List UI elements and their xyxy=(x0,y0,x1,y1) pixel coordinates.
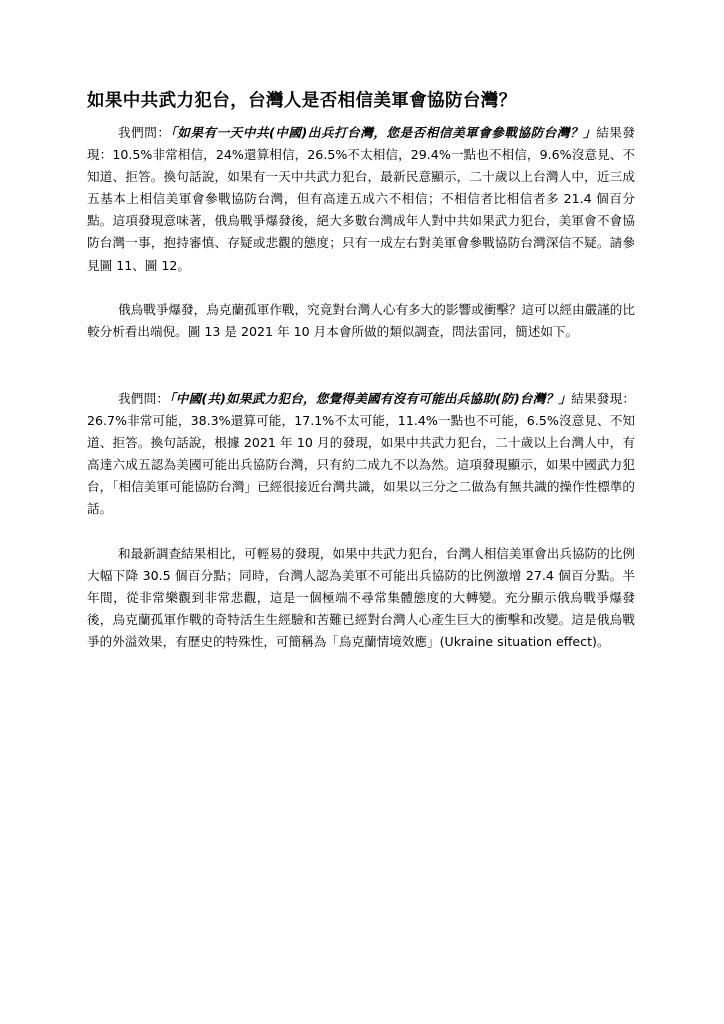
paragraph-first-survey xyxy=(87,122,635,277)
paragraph-body: 結果發現：26.7%非常可能，38.3%還算可能，17.1%不太可能，11.4%一點也不可能，6.5%沒意見、不知道、拒答。換句話說，根據 2021 年 10 月的發現，如果中共武力犯台，二十歲以上台灣人中，有高達六成五認為美國可能出兵協防台灣，只有約二成九不以為然。這項發現顯示，如果中國武力犯台，「相信美軍可能協防台灣」已經很接近台灣共識，如果以三分之二做為有無共識的操作性標準的話。 xyxy=(87,391,636,517)
paragraph-second-survey xyxy=(87,388,635,521)
paragraph-comparison-intro xyxy=(87,299,635,343)
survey-question: 「中國(共)如果武力犯台，您覺得美國有沒有可能出兵協助(防)台灣？」 xyxy=(169,391,572,406)
paragraph-body: 和最新調查結果相比，可輕易的發現，如果中共武力犯台，台灣人相信美軍會出兵協防的比例大幅下降 30.5 個百分點；同時，台灣人認為美軍不可能出兵協防的比例激增 27.4 個百分點。半年間，從非常樂觀到非常悲觀，這是一個極端不尋常集體態度的大轉變。充分顯示俄烏戰爭爆發後，烏克蘭孤軍作戰的奇特活生生經驗和苦難已經對台灣人心產生巨大的衝擊和改變。這是俄烏戰爭的外溢效果，有歷史的特殊性，可簡稱為「烏克蘭情境效應」(Ukraine situation effect)。 xyxy=(87,546,635,650)
paragraph-body: 俄烏戰爭爆發，烏克蘭孤軍作戰，究竟對台灣人心有多大的影響或衝擊？這可以經由嚴謹的比較分析看出端倪。圖 13 是 2021 年 10 月本會所做的類似調查，問法雷同，簡述如下。 xyxy=(87,302,635,340)
paragraph-body: 結果發現：10.5%非常相信，24%還算相信，26.5%不太相信，29.4%一點也不相信，9.6%沒意見、不知道、拒答。換句話說，如果有一天中共武力犯台，最新民意顯示，二十歲以上台灣人中，近三成五基本上相信美軍會參戰協防台灣，但有高達五成六不相信；不相信者比相信者多 21.4 個百分點。這項發現意味著，俄烏戰爭爆發後，絕大多數台灣成年人對中共如果武力犯台，美軍會不會協防台灣一事，抱持審慎、存疑或悲觀的態度；只有一成左右對美軍會參戰協防台灣深信不疑。請參見圖 11、圖 12。 xyxy=(87,125,635,273)
paragraph-lead: 我們問： xyxy=(118,125,171,140)
paragraph-lead: 我們問： xyxy=(118,391,170,406)
paragraph-conclusion xyxy=(87,543,635,653)
survey-question: 「如果有一天中共(中國)出兵打台灣，您是否相信美軍會參戰協防台灣？」 xyxy=(170,125,597,140)
document-title: 如果中共武力犯台，台灣人是否相信美軍會協防台灣？ xyxy=(87,91,517,111)
